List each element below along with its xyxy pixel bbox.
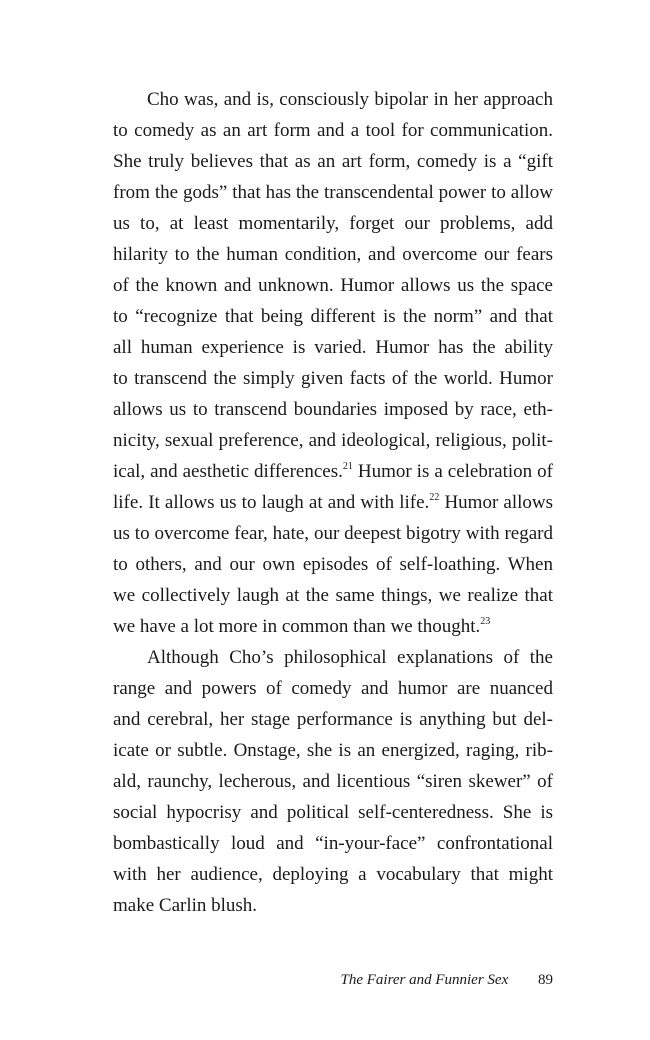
text-line — [113, 487, 553, 518]
line-text: Humor is a celebration of — [352, 461, 553, 482]
footnote-reference: 22 — [429, 492, 440, 503]
text-line — [113, 456, 553, 487]
text-line: Although Cho’s philosophical explanations of the — [147, 647, 553, 668]
text-line: allows us to transcend boundaries imposed by race, eth- — [113, 399, 553, 420]
footnote-reference: 23 — [480, 616, 491, 627]
text-line: nicity, sexual preference, and ideological, religious, polit- — [113, 430, 553, 451]
page-footer — [341, 970, 554, 990]
page-body — [113, 84, 553, 921]
text-line: we collectively laugh at the same things, we realize that — [113, 585, 553, 606]
text-line: ald, raunchy, lecherous, and licentious “siren skewer” of — [113, 771, 553, 792]
text-line: to others, and our own episodes of self-loathing. When — [113, 554, 553, 575]
running-title: The Fairer and Funnier Sex — [340, 972, 509, 988]
text-line: bombastically loud and “in-your-face” confrontational — [113, 833, 553, 854]
line-text: we have a lot more in common than we thought. — [113, 616, 481, 637]
text-line: us to overcome fear, hate, our deepest bigotry with regard — [113, 523, 553, 544]
paragraph-1 — [113, 84, 553, 642]
line-text: ical, and aesthetic differences. — [113, 461, 343, 482]
text-line: and cerebral, her stage performance is anything but del- — [113, 709, 553, 730]
text-line: of the known and unknown. Humor allows us the space — [113, 275, 553, 296]
text-line: social hypocrisy and political self-centeredness. She is — [113, 802, 553, 823]
text-line: Cho was, and is, consciously bipolar in her approach — [147, 89, 553, 110]
text-line: from the gods” that has the transcendental power to allow — [113, 182, 553, 203]
text-line: to “recognize that being different is the norm” and that — [113, 306, 553, 327]
text-line: us to, at least momentarily, forget our problems, add — [113, 213, 553, 234]
footnote-reference: 21 — [342, 461, 353, 472]
text-line: hilarity to the human condition, and overcome our fears — [113, 244, 553, 265]
page-number: 89 — [538, 972, 553, 988]
text-line: range and powers of comedy and humor are nuanced — [113, 678, 553, 699]
line-text: life. It allows us to laugh at and with life. — [113, 492, 430, 513]
text-line: to comedy as an art form and a tool for communication. — [113, 120, 553, 141]
text-line: She truly believes that as an art form, comedy is a “gift — [113, 151, 553, 172]
text-line: make Carlin blush. — [113, 895, 258, 916]
line-text: Humor allows — [439, 492, 554, 513]
paragraph-2 — [113, 642, 553, 921]
text-line: with her audience, deploying a vocabulary that might — [113, 864, 553, 885]
text-line: to transcend the simply given facts of the world. Humor — [113, 368, 553, 389]
text-line: icate or subtle. Onstage, she is an energized, raging, rib- — [113, 740, 553, 761]
text-line: all human experience is varied. Humor has the ability — [113, 337, 553, 358]
text-line — [113, 611, 553, 642]
